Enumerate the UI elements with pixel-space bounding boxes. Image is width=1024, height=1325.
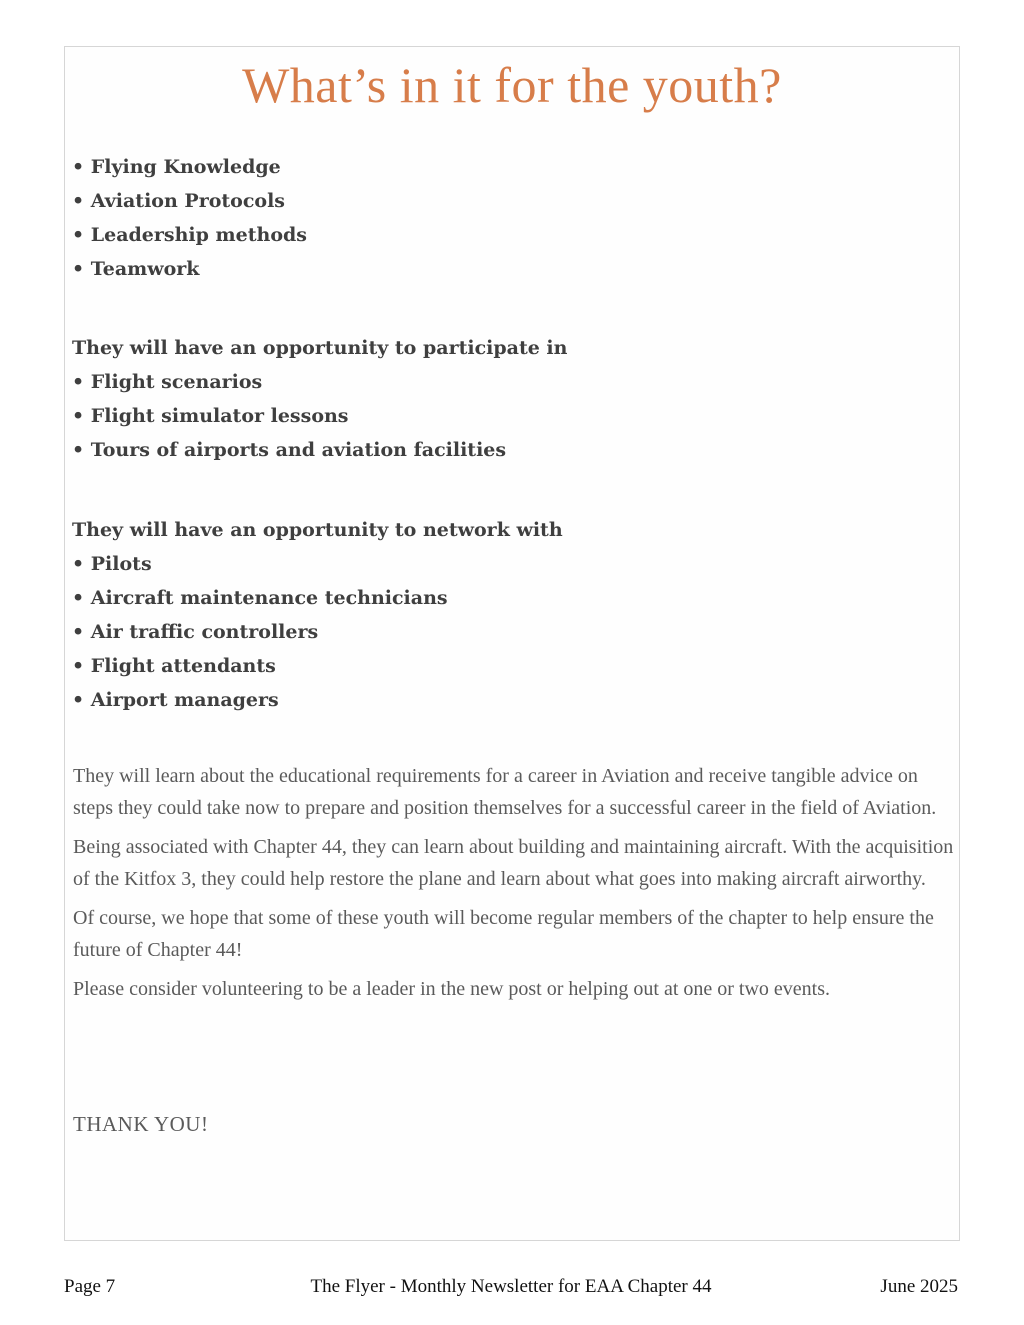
body-paragraphs: [73, 760, 958, 1012]
list-item: • Flight simulator lessons: [72, 399, 567, 433]
thank-you-text: THANK YOU!: [73, 1112, 209, 1136]
network-heading: They will have an opportunity to network with: [72, 519, 563, 541]
paragraph-chapter: Being associated with Chapter 44, they can learn about building and maintaining aircraft. With the acquisition of the Kitfox 3, they could help restore the plane and learn about what goes into making aircraft airworthy.: [73, 836, 954, 890]
paragraph-career: They will learn about the educational requirements for a career in Aviation and receive tangible advice on steps they could take now to prepare and position themselves for a successful career in the field of Aviation.: [73, 765, 937, 819]
list-item: • Aviation Protocols: [72, 184, 307, 218]
paragraph-membership: Of course, we hope that some of these youth will become regular members of the chapter to help ensure the future of Chapter 44!: [73, 907, 934, 961]
list-item: • Flying Knowledge: [72, 150, 307, 184]
footer-page-number: Page 7: [64, 1276, 116, 1297]
list-item: • Leadership methods: [72, 218, 307, 252]
list-item: • Aircraft maintenance technicians: [72, 581, 563, 615]
participate-heading: They will have an opportunity to participate in: [72, 337, 568, 359]
participate-list: [72, 331, 567, 467]
list-item: • Teamwork: [72, 252, 307, 286]
benefits-list: [72, 150, 307, 286]
list-item: • Tours of airports and aviation facilities: [72, 433, 567, 467]
page-title: What’s in it for the youth?: [242, 57, 782, 113]
list-item: • Airport managers: [72, 683, 563, 717]
paragraph-volunteer: Please consider volunteering to be a leader in the new post or helping out at one or two events.: [73, 978, 831, 1000]
network-list: [72, 513, 563, 717]
list-item: • Flight attendants: [72, 649, 563, 683]
footer-date: June 2025: [880, 1276, 958, 1297]
footer-newsletter: The Flyer - Monthly Newsletter for EAA Chapter 44: [310, 1276, 712, 1297]
list-item: • Flight scenarios: [72, 365, 567, 399]
page-footer: [64, 1276, 958, 1302]
list-item: • Air traffic controllers: [72, 615, 563, 649]
list-item: • Pilots: [72, 547, 563, 581]
